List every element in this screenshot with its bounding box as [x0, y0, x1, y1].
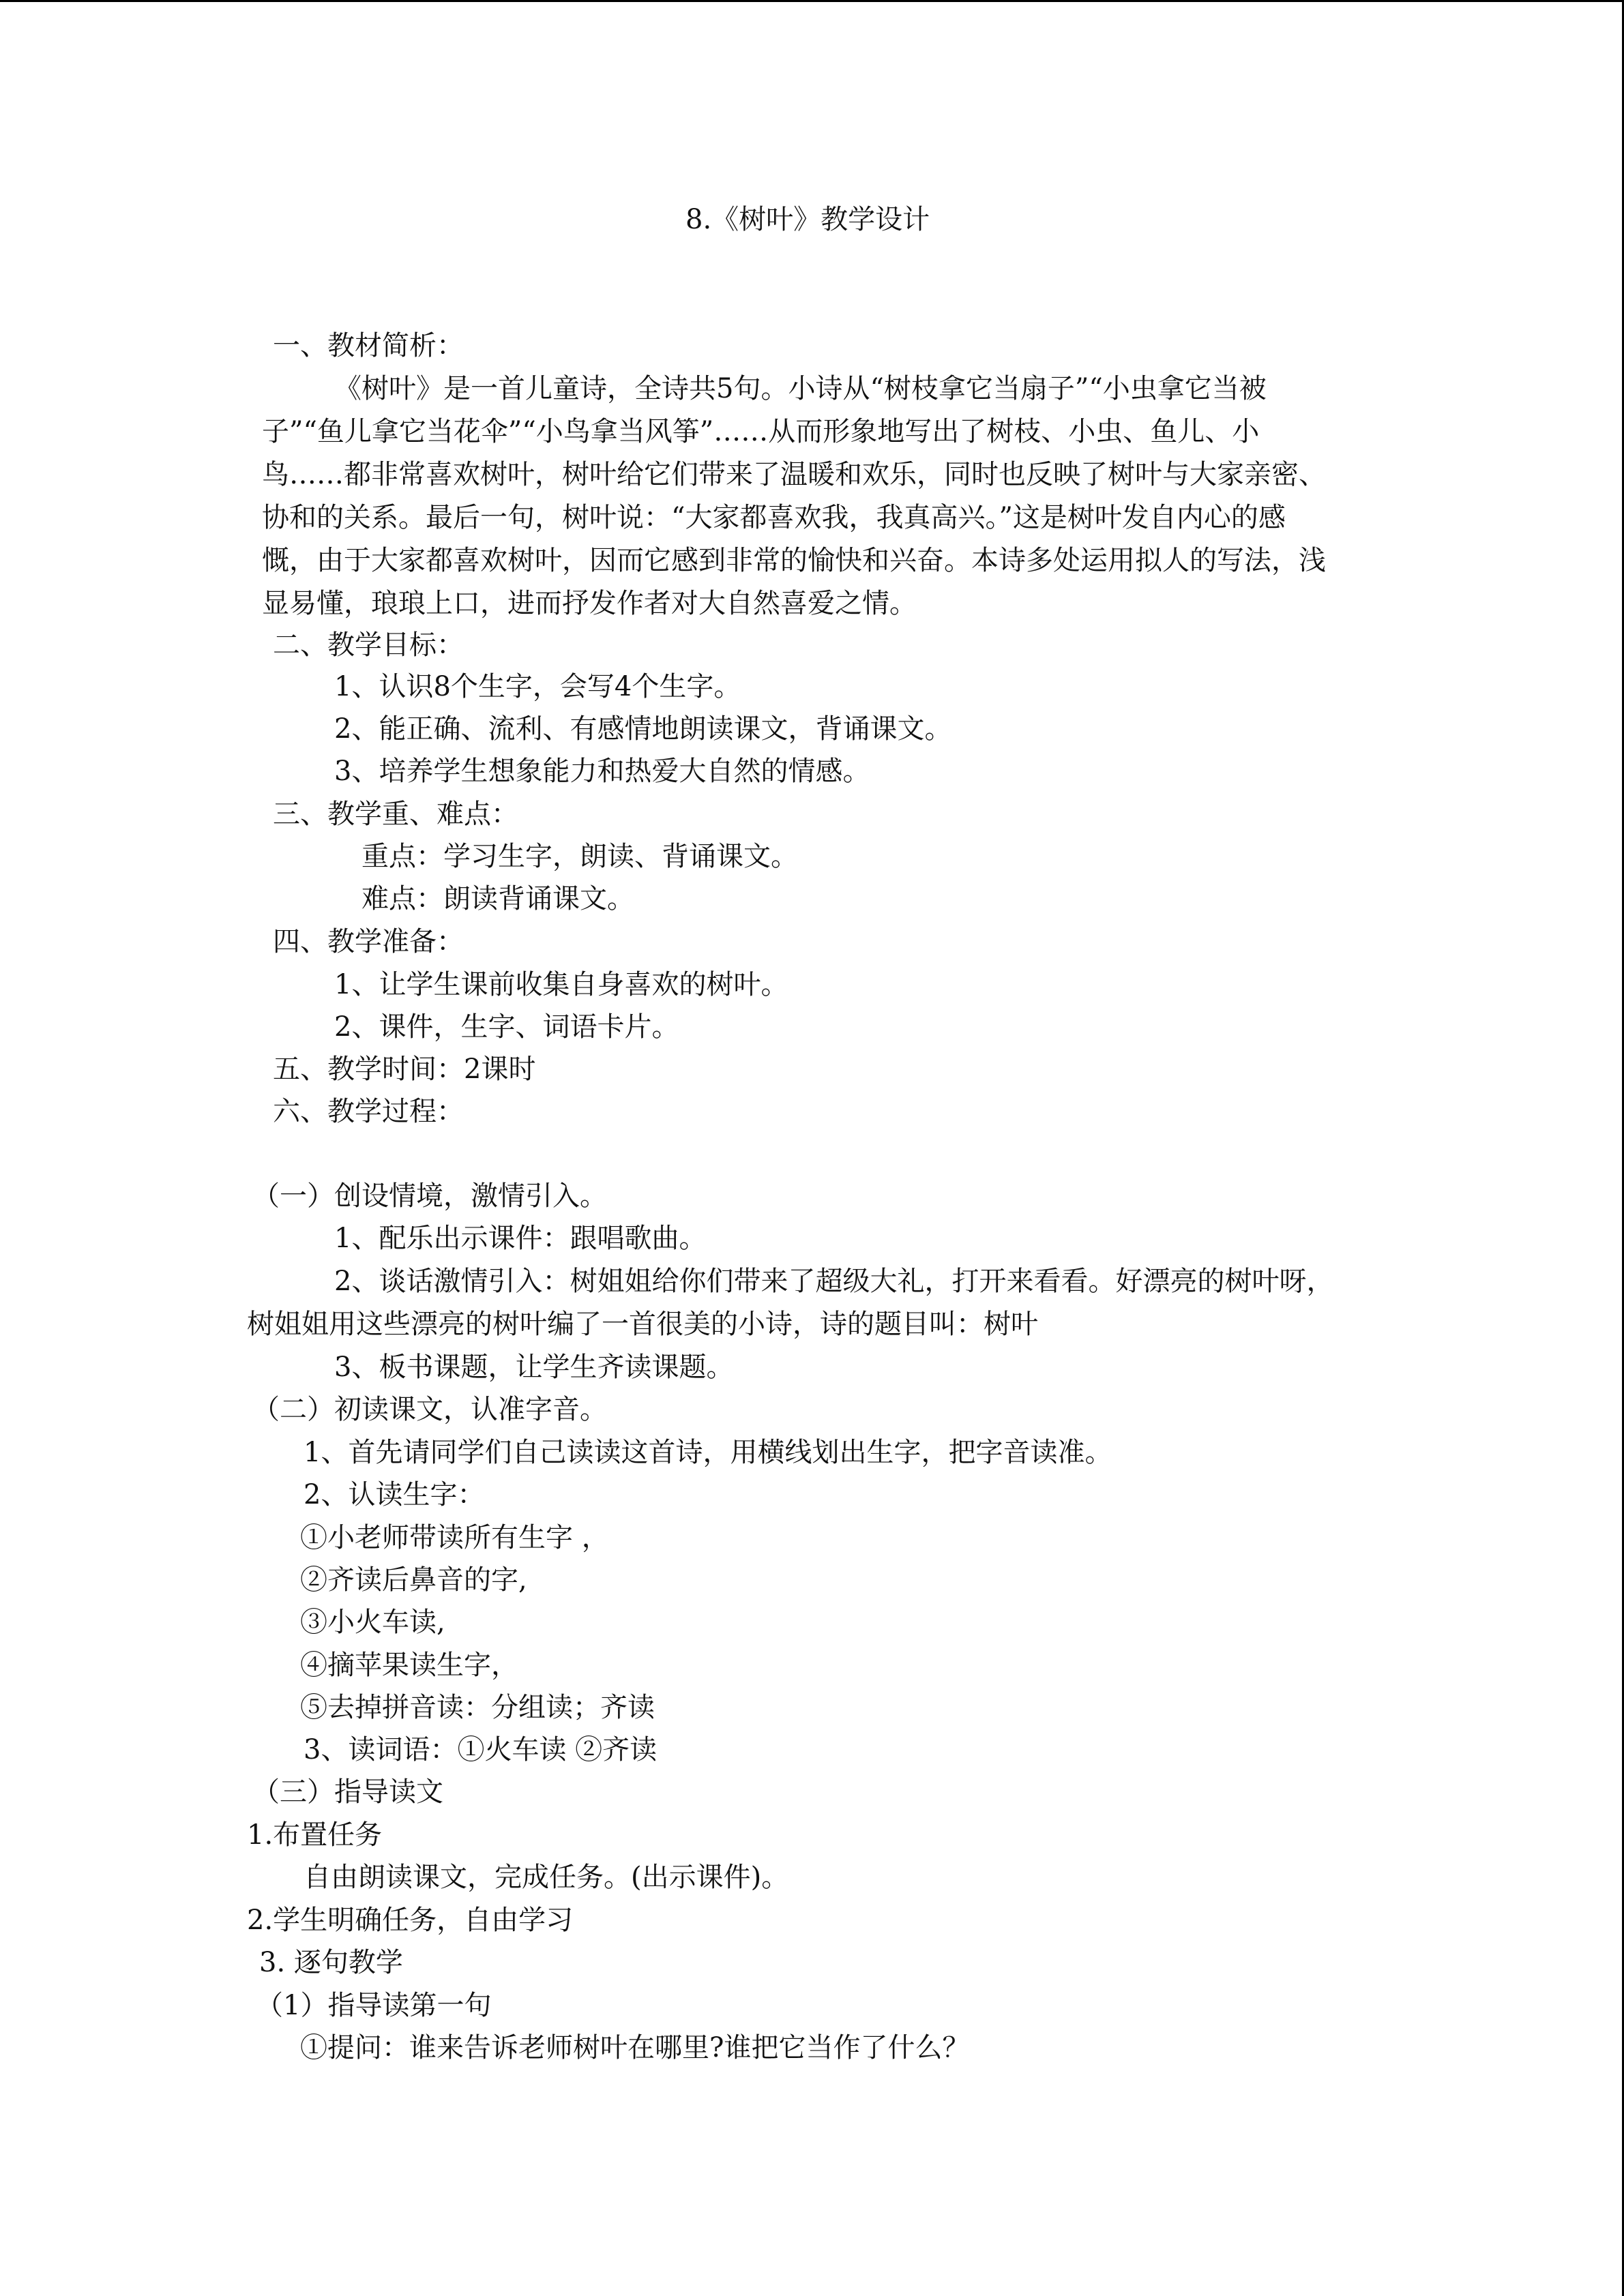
- paragraph-line: 慨，由于大家都喜欢树叶，因而它感到非常的愉快和兴奋。本诗多处运用拟人的写法，浅: [262, 545, 1326, 576]
- section-heading-teaching-process: 六、教学过程：: [273, 1096, 464, 1127]
- sub-item: ①小老师带读所有生字 ，: [300, 1522, 609, 1553]
- sub-item: ③小火车读,: [300, 1607, 445, 1638]
- sub-step-heading: （1）指导读第一句: [256, 1990, 492, 2021]
- process-step-heading: （三）指导读文: [252, 1776, 443, 1808]
- process-item: 2、认读生字：: [304, 1479, 485, 1510]
- goal-item: 2、能正确、流利、有感情地朗读课文，背诵课文。: [334, 713, 952, 745]
- goal-item: 3、培养学生想象能力和热爱大自然的情感。: [334, 756, 870, 787]
- sub-item: ②齐读后鼻音的字,: [300, 1564, 527, 1596]
- numbered-item: 1.布置任务: [247, 1819, 383, 1851]
- item-detail: 自由朗读课文，完成任务。(出示课件)。: [304, 1862, 789, 1893]
- process-item: 3、读词语：①火车读 ②齐读: [304, 1734, 658, 1765]
- preparation-item: 2、课件，生字、词语卡片。: [334, 1011, 679, 1043]
- paragraph-line: 子”“鱼儿拿它当花伞”“小鸟拿当风筝”……从而形象地写出了树枝、小虫、鱼儿、小: [262, 416, 1260, 447]
- document-title: 8.《树叶》教学设计: [685, 204, 930, 235]
- process-item: 3、板书课题，让学生齐读课题。: [334, 1352, 734, 1383]
- process-item-continued: 树姐姐用这些漂亮的树叶编了一首很美的小诗，诗的题目叫：树叶: [247, 1309, 1038, 1340]
- process-step-heading: （二）初读课文，认准字音。: [252, 1394, 607, 1425]
- section-heading-teaching-goals: 二、教学目标：: [273, 629, 464, 661]
- process-item: 1、首先请同学们自己读读这首诗，用横线划出生字，把字音读准。: [304, 1437, 1112, 1468]
- paragraph-line: 鸟……都非常喜欢树叶，树叶给它们带来了温暖和欢乐，同时也反映了树叶与大家亲密、: [262, 459, 1326, 490]
- sub-item: ①提问：谁来告诉老师树叶在哪里?谁把它当作了什么？: [300, 2032, 970, 2063]
- process-item: 2、谈话激情引入：树姐姐给你们带来了超级大礼，打开来看看。好漂亮的树叶呀，: [334, 1266, 1334, 1297]
- key-point-item: 重点：学习生字，朗读、背诵课文。: [361, 841, 798, 872]
- paragraph-line: 协和的关系。最后一句，树叶说：“大家都喜欢我，我真高兴。”这是树叶发自内心的感: [262, 502, 1286, 533]
- paragraph-line: 显易懂，琅琅上口，进而抒发作者对大自然喜爱之情。: [262, 588, 917, 619]
- section-heading-preparation: 四、教学准备：: [273, 926, 464, 957]
- difficulty-item: 难点：朗读背诵课文。: [361, 883, 634, 914]
- numbered-item: 3. 逐句教学: [259, 1947, 403, 1978]
- process-item: 1、配乐出示课件：跟唱歌曲。: [334, 1223, 707, 1254]
- sub-item: ⑤去掉拼音读：分组读；齐读: [300, 1692, 655, 1723]
- numbered-item: 2.学生明确任务，自由学习: [247, 1905, 574, 1936]
- goal-item: 1、认识8个生字，会写4个生字。: [334, 671, 741, 702]
- section-heading-key-points: 三、教学重、难点：: [273, 799, 518, 830]
- paragraph-line: 《树叶》是一首儿童诗，全诗共5句。小诗从“树枝拿它当扇子”“小虫拿它当被: [334, 373, 1267, 404]
- section-heading-material-analysis: 一、教材简析：: [273, 330, 464, 361]
- sub-item: ④摘苹果读生字，: [300, 1650, 518, 1681]
- preparation-item: 1、让学生课前收集自身喜欢的树叶。: [334, 969, 788, 1000]
- section-heading-teaching-time: 五、教学时间：2课时: [273, 1054, 536, 1085]
- process-step-heading: （一）创设情境，激情引入。: [252, 1180, 607, 1212]
